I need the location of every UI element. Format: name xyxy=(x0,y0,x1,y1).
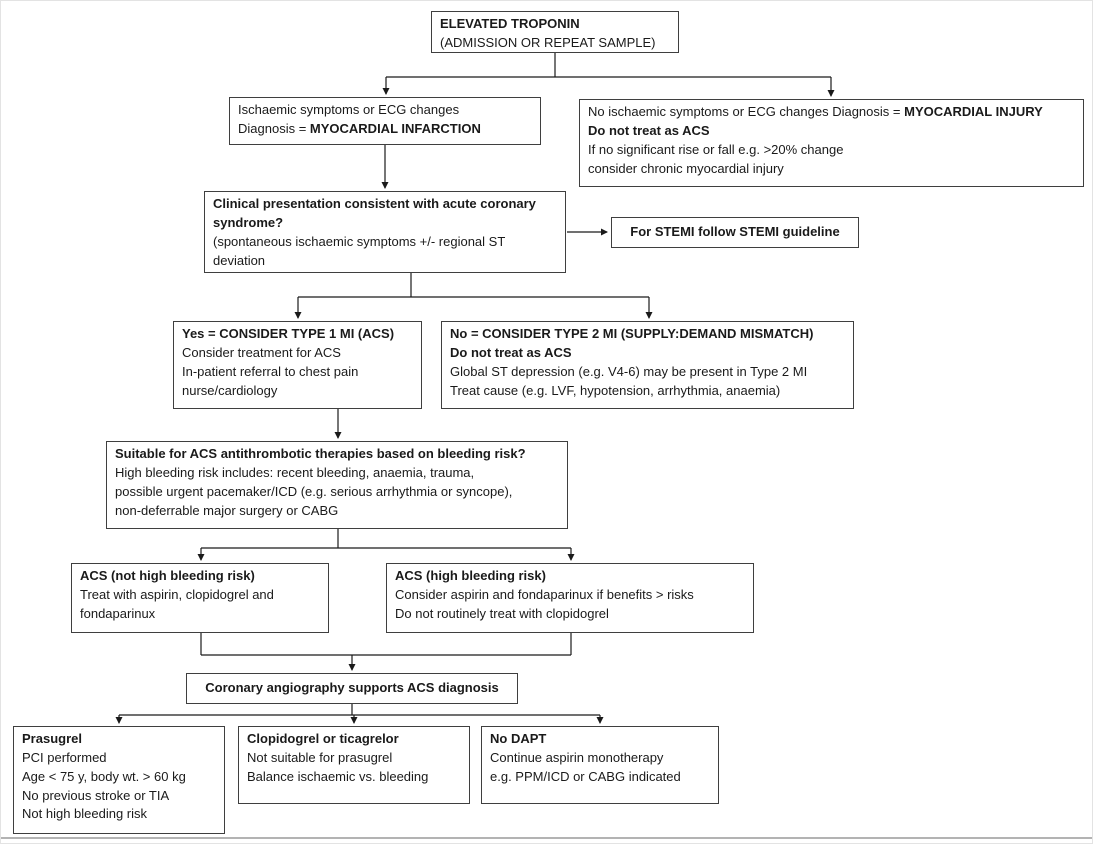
node-title: ACS (high bleeding risk) xyxy=(395,568,546,583)
node-text: possible urgent pacemaker/ICD (e.g. serious arrhythmia or syncope), xyxy=(115,483,513,499)
node-text: If no significant rise or fall e.g. >20% change xyxy=(588,141,844,157)
node-warning: Do not treat as ACS xyxy=(588,122,710,138)
node-clinical-presentation xyxy=(204,191,566,273)
node-text: Diagnosis = xyxy=(238,120,310,136)
node-acs-not-high-bleeding-risk xyxy=(71,563,329,633)
node-text: Not high bleeding risk xyxy=(22,806,148,822)
node-text: Coronary angiography supports ACS diagnosis xyxy=(205,680,499,696)
node-question: Clinical presentation consistent with acute coronary syndrome? xyxy=(213,196,536,230)
node-text: Treat with aspirin, clopidogrel and fondaparinux xyxy=(80,586,274,621)
node-stemi-guideline xyxy=(611,217,859,248)
node-type2-mi xyxy=(441,321,854,409)
node-diagnosis: MYOCARDIAL INFARCTION xyxy=(309,120,481,136)
node-text: (ADMISSION OR REPEAT SAMPLE) xyxy=(440,34,656,50)
node-text: No previous stroke or TIA xyxy=(22,787,170,803)
node-coronary-angiography xyxy=(186,673,518,704)
node-text: Consider aspirin and fondaparinux if benefits > risks xyxy=(395,586,694,602)
node-title: No = CONSIDER TYPE 2 MI (SUPPLY:DEMAND MISMATCH) xyxy=(450,326,814,341)
node-elevated-troponin xyxy=(431,11,679,53)
node-text: No ischaemic symptoms or ECG changes Diagnosis = xyxy=(588,104,905,119)
node-title: Yes = CONSIDER TYPE 1 MI (ACS) xyxy=(182,326,395,341)
node-type1-mi xyxy=(173,321,422,409)
node-text: For STEMI follow STEMI guideline xyxy=(630,224,840,240)
node-bleeding-risk-question xyxy=(106,441,568,529)
node-text: Global ST depression (e.g. V4-6) may be present in Type 2 MI xyxy=(450,363,808,379)
node-no-dapt xyxy=(481,726,719,804)
node-text: PCI performed xyxy=(22,749,107,765)
node-prasugrel xyxy=(13,726,225,834)
node-myocardial-injury xyxy=(579,99,1084,187)
node-title: No DAPT xyxy=(490,731,547,746)
node-warning: Do not treat as ACS xyxy=(450,344,572,360)
node-text: Ischaemic symptoms or ECG changes xyxy=(238,102,460,117)
node-text: consider chronic myocardial injury xyxy=(588,160,784,176)
node-text: Treat cause (e.g. LVF, hypotension, arrhythmia, anaemia) xyxy=(450,382,781,398)
node-acs-high-bleeding-risk xyxy=(386,563,754,633)
node-text: In-patient referral to chest pain nurse/cardiology xyxy=(182,363,359,398)
node-text: Not suitable for prasugrel xyxy=(247,749,393,765)
node-text: Consider treatment for ACS xyxy=(182,344,341,360)
node-question: Suitable for ACS antithrombotic therapies based on bleeding risk? xyxy=(115,446,526,461)
node-title: ACS (not high bleeding risk) xyxy=(80,568,255,583)
node-myocardial-infarction xyxy=(229,97,541,145)
node-text: (spontaneous ischaemic symptoms +/- regional ST deviation xyxy=(213,233,506,268)
node-text: Age < 75 y, body wt. > 60 kg xyxy=(22,768,186,784)
node-text: High bleeding risk includes: recent bleeding, anaemia, trauma, xyxy=(115,464,475,480)
node-text: Balance ischaemic vs. bleeding xyxy=(247,768,429,784)
page-bottom-rule xyxy=(1,837,1093,839)
node-diagnosis: MYOCARDIAL INJURY xyxy=(904,104,1043,119)
node-title: Prasugrel xyxy=(22,731,82,746)
node-text: e.g. PPM/ICD or CABG indicated xyxy=(490,768,681,784)
node-title: ELEVATED TROPONIN xyxy=(440,16,580,31)
node-clopidogrel-ticagrelor xyxy=(238,726,470,804)
node-title: Clopidogrel or ticagrelor xyxy=(247,731,399,746)
node-text: Do not routinely treat with clopidogrel xyxy=(395,605,609,621)
node-text: Continue aspirin monotherapy xyxy=(490,749,664,765)
node-text: non-deferrable major surgery or CABG xyxy=(115,502,339,518)
